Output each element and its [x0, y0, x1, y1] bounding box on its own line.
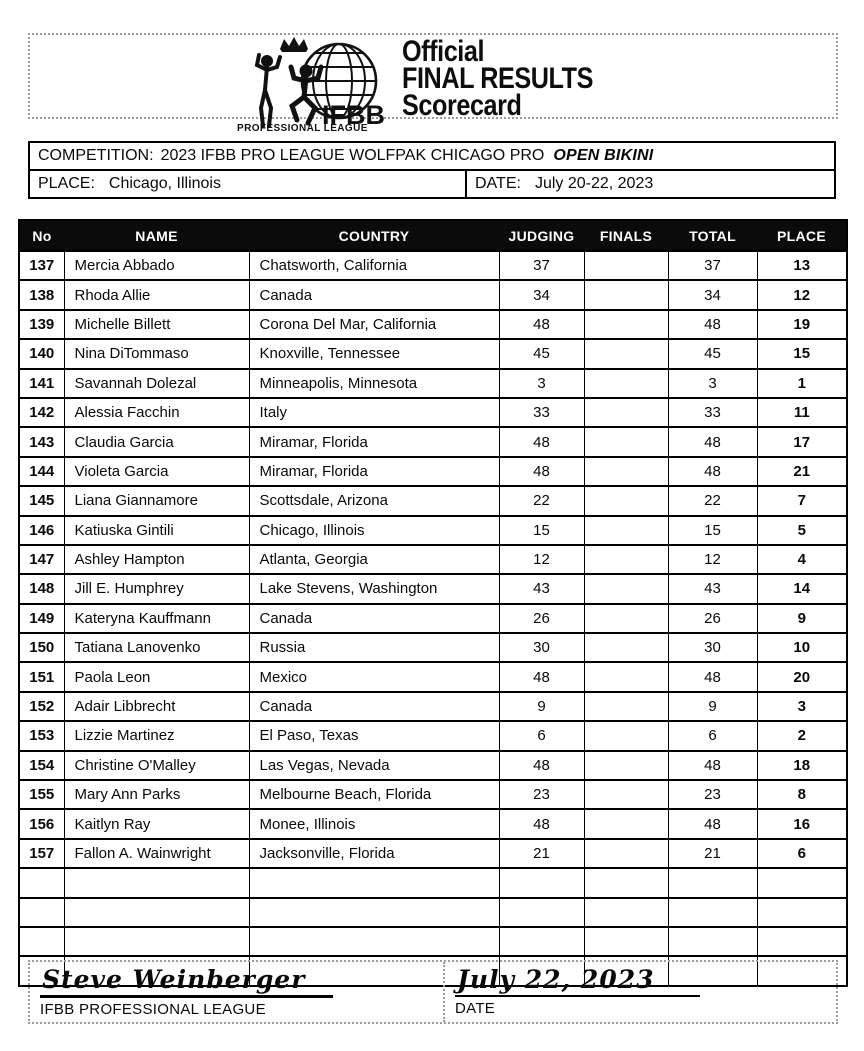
cell-finals: [584, 692, 668, 721]
cell-country: Chicago, Illinois: [249, 516, 499, 545]
cell-place: 11: [757, 398, 847, 427]
cell-place: 15: [757, 339, 847, 368]
empty-cell-country: [249, 927, 499, 956]
cell-country: Minneapolis, Minnesota: [249, 369, 499, 398]
empty-cell-place: [757, 868, 847, 897]
cell-judging: 12: [499, 545, 584, 574]
table-row: [19, 369, 847, 398]
place-cell: [30, 171, 467, 197]
cell-finals: [584, 310, 668, 339]
empty-cell-judging: [499, 868, 584, 897]
cell-name: Katiuska Gintili: [64, 516, 249, 545]
cell-total: 48: [668, 457, 757, 486]
cell-finals: [584, 633, 668, 662]
cell-country: Scottsdale, Arizona: [249, 486, 499, 515]
ifbb-logo: [236, 36, 388, 137]
cell-total: 23: [668, 780, 757, 809]
cell-no: 137: [19, 251, 64, 280]
cell-place: 21: [757, 457, 847, 486]
cell-no: 155: [19, 780, 64, 809]
cell-no: 140: [19, 339, 64, 368]
cell-total: 43: [668, 574, 757, 603]
title-block: [402, 35, 629, 122]
date-cell: [467, 171, 834, 197]
cell-name: Tatiana Lanovenko: [64, 633, 249, 662]
cell-country: Italy: [249, 398, 499, 427]
table-row: [19, 339, 847, 368]
cell-judging: 48: [499, 809, 584, 838]
cell-no: 148: [19, 574, 64, 603]
empty-cell-country: [249, 898, 499, 927]
column-header-total: TOTAL: [668, 220, 757, 251]
cell-judging: 33: [499, 398, 584, 427]
cell-judging: 21: [499, 839, 584, 868]
cell-name: Adair Libbrecht: [64, 692, 249, 721]
empty-cell-total: [668, 898, 757, 927]
cell-country: Knoxville, Tennessee: [249, 339, 499, 368]
column-header-no: No: [19, 220, 64, 251]
cell-total: 48: [668, 809, 757, 838]
cell-no: 149: [19, 604, 64, 633]
signature-section: [30, 962, 443, 1022]
empty-cell-total: [668, 927, 757, 956]
place-date-row: [30, 171, 834, 197]
table-row: [19, 398, 847, 427]
competition-value: 2023 IFBB PRO LEAGUE WOLFPAK CHICAGO PRO: [160, 147, 545, 164]
cell-country: Russia: [249, 633, 499, 662]
empty-cell-place: [757, 927, 847, 956]
column-header-finals: FINALS: [584, 220, 668, 251]
empty-cell-judging: [499, 927, 584, 956]
empty-cell-finals: [584, 927, 668, 956]
header: [28, 33, 838, 132]
cell-finals: [584, 339, 668, 368]
cell-finals: [584, 545, 668, 574]
cell-name: Jill E. Humphrey: [64, 574, 249, 603]
table-row: [19, 251, 847, 280]
cell-name: Liana Giannamore: [64, 486, 249, 515]
cell-country: Mexico: [249, 662, 499, 691]
table-row: [19, 486, 847, 515]
place-value: Chicago, Illinois: [108, 175, 221, 192]
cell-place: 18: [757, 751, 847, 780]
table-row: [19, 310, 847, 339]
cell-finals: [584, 427, 668, 456]
cell-total: 30: [668, 633, 757, 662]
cell-finals: [584, 574, 668, 603]
column-header-place: PLACE: [757, 220, 847, 251]
date-label: DATE:: [475, 175, 521, 192]
cell-finals: [584, 780, 668, 809]
cell-judging: 9: [499, 692, 584, 721]
table-row: [19, 662, 847, 691]
cell-total: 15: [668, 516, 757, 545]
cell-judging: 34: [499, 280, 584, 309]
cell-finals: [584, 280, 668, 309]
cell-total: 3: [668, 369, 757, 398]
cell-judging: 48: [499, 427, 584, 456]
cell-name: Nina DiTommaso: [64, 339, 249, 368]
cell-place: 17: [757, 427, 847, 456]
cell-name: Mary Ann Parks: [64, 780, 249, 809]
empty-cell-judging: [499, 898, 584, 927]
title-line-official: Official: [402, 35, 485, 68]
division-value: OPEN BIKINI: [553, 147, 654, 164]
cell-no: 147: [19, 545, 64, 574]
empty-cell-finals: [584, 898, 668, 927]
cell-finals: [584, 604, 668, 633]
cell-total: 48: [668, 751, 757, 780]
cell-total: 48: [668, 310, 757, 339]
empty-cell-name: [64, 898, 249, 927]
table-row: [19, 780, 847, 809]
cell-total: 48: [668, 662, 757, 691]
cell-country: Las Vegas, Nevada: [249, 751, 499, 780]
cell-name: Kaitlyn Ray: [64, 809, 249, 838]
column-header-name: NAME: [64, 220, 249, 251]
table-row: [19, 633, 847, 662]
cell-place: 14: [757, 574, 847, 603]
title-line-final-results: FINAL RESULTS: [402, 62, 594, 95]
signature-handwriting: Steve Weinberger: [40, 966, 333, 998]
cell-name: Violeta Garcia: [64, 457, 249, 486]
empty-table-row: [19, 868, 847, 897]
cell-finals: [584, 751, 668, 780]
cell-judging: 23: [499, 780, 584, 809]
cell-judging: 30: [499, 633, 584, 662]
signature-footer: [28, 960, 838, 1024]
cell-no: 141: [19, 369, 64, 398]
cell-judging: 37: [499, 251, 584, 280]
cell-country: Canada: [249, 604, 499, 633]
empty-cell-total: [668, 868, 757, 897]
cell-place: 8: [757, 780, 847, 809]
logo-subtitle-text: PROFESSIONAL LEAGUE: [237, 123, 369, 132]
table-row: [19, 751, 847, 780]
cell-no: 157: [19, 839, 64, 868]
cell-no: 144: [19, 457, 64, 486]
cell-finals: [584, 809, 668, 838]
table-row: [19, 692, 847, 721]
cell-country: Canada: [249, 692, 499, 721]
date-handwriting: July 22, 2023: [455, 966, 700, 997]
cell-total: 34: [668, 280, 757, 309]
cell-place: 20: [757, 662, 847, 691]
cell-place: 3: [757, 692, 847, 721]
cell-country: El Paso, Texas: [249, 721, 499, 750]
cell-finals: [584, 516, 668, 545]
cell-finals: [584, 486, 668, 515]
cell-country: Monee, Illinois: [249, 809, 499, 838]
cell-country: Miramar, Florida: [249, 427, 499, 456]
table-row: [19, 809, 847, 838]
table-row: [19, 604, 847, 633]
cell-total: 22: [668, 486, 757, 515]
competition-label: COMPETITION:: [38, 147, 154, 164]
cell-place: 1: [757, 369, 847, 398]
cell-no: 153: [19, 721, 64, 750]
cell-place: 2: [757, 721, 847, 750]
empty-cell-no: [19, 927, 64, 956]
cell-place: 10: [757, 633, 847, 662]
cell-country: Canada: [249, 280, 499, 309]
cell-no: 145: [19, 486, 64, 515]
cell-place: 7: [757, 486, 847, 515]
cell-total: 45: [668, 339, 757, 368]
empty-cell-finals: [584, 868, 668, 897]
cell-no: 154: [19, 751, 64, 780]
cell-place: 13: [757, 251, 847, 280]
cell-place: 19: [757, 310, 847, 339]
competition-row: [30, 143, 834, 171]
cell-judging: 48: [499, 457, 584, 486]
cell-name: Kateryna Kauffmann: [64, 604, 249, 633]
cell-place: 5: [757, 516, 847, 545]
cell-country: Atlanta, Georgia: [249, 545, 499, 574]
table-row: [19, 457, 847, 486]
header-row: [19, 220, 847, 251]
empty-cell-name: [64, 868, 249, 897]
date-signature-section: [443, 962, 836, 1022]
cell-total: 37: [668, 251, 757, 280]
cell-name: Paola Leon: [64, 662, 249, 691]
cell-place: 6: [757, 839, 847, 868]
cell-judging: 48: [499, 751, 584, 780]
cell-judging: 48: [499, 310, 584, 339]
cell-judging: 43: [499, 574, 584, 603]
signature-org-label: IFBB PROFESSIONAL LEAGUE: [40, 1001, 266, 1018]
cell-no: 152: [19, 692, 64, 721]
cell-country: Jacksonville, Florida: [249, 839, 499, 868]
cell-no: 150: [19, 633, 64, 662]
female-figure-icon: [257, 55, 280, 126]
cell-place: 16: [757, 809, 847, 838]
results-table: [18, 219, 848, 987]
empty-cell-name: [64, 927, 249, 956]
table-row: [19, 427, 847, 456]
cell-name: Michelle Billett: [64, 310, 249, 339]
table-row: [19, 574, 847, 603]
table-row: [19, 839, 847, 868]
cell-total: 6: [668, 721, 757, 750]
cell-country: Chatsworth, California: [249, 251, 499, 280]
place-label: PLACE:: [38, 175, 95, 192]
table-row: [19, 545, 847, 574]
empty-table-row: [19, 927, 847, 956]
cell-finals: [584, 662, 668, 691]
empty-cell-place: [757, 898, 847, 927]
cell-name: Lizzie Martinez: [64, 721, 249, 750]
cell-total: 33: [668, 398, 757, 427]
cell-total: 12: [668, 545, 757, 574]
cell-name: Rhoda Allie: [64, 280, 249, 309]
cell-name: Alessia Facchin: [64, 398, 249, 427]
cell-no: 142: [19, 398, 64, 427]
cell-judging: 26: [499, 604, 584, 633]
empty-cell-country: [249, 868, 499, 897]
cell-finals: [584, 251, 668, 280]
date-value: July 20-22, 2023: [534, 175, 654, 192]
crown-icon: [280, 37, 308, 52]
cell-country: Lake Stevens, Washington: [249, 574, 499, 603]
cell-name: Savannah Dolezal: [64, 369, 249, 398]
cell-name: Ashley Hampton: [64, 545, 249, 574]
results-table-header: [19, 220, 847, 251]
title-line-scorecard: Scorecard: [402, 89, 522, 122]
cell-finals: [584, 839, 668, 868]
table-row: [19, 721, 847, 750]
column-header-country: COUNTRY: [249, 220, 499, 251]
cell-finals: [584, 721, 668, 750]
column-header-judging: JUDGING: [499, 220, 584, 251]
cell-place: 12: [757, 280, 847, 309]
logo-ifbb-text: IFBB: [322, 100, 386, 130]
empty-table-row: [19, 898, 847, 927]
cell-no: 156: [19, 809, 64, 838]
cell-total: 48: [668, 427, 757, 456]
cell-name: Claudia Garcia: [64, 427, 249, 456]
cell-place: 9: [757, 604, 847, 633]
cell-total: 26: [668, 604, 757, 633]
cell-country: Miramar, Florida: [249, 457, 499, 486]
cell-judging: 6: [499, 721, 584, 750]
cell-total: 21: [668, 839, 757, 868]
cell-no: 146: [19, 516, 64, 545]
cell-name: Mercia Abbado: [64, 251, 249, 280]
cell-judging: 45: [499, 339, 584, 368]
cell-judging: 15: [499, 516, 584, 545]
empty-cell-no: [19, 898, 64, 927]
cell-finals: [584, 398, 668, 427]
table-row: [19, 516, 847, 545]
cell-total: 9: [668, 692, 757, 721]
results-table-body: [19, 251, 847, 986]
ifbb-logo-graphic: [236, 36, 388, 132]
cell-finals: [584, 457, 668, 486]
cell-place: 4: [757, 545, 847, 574]
cell-country: Melbourne Beach, Florida: [249, 780, 499, 809]
cell-country: Corona Del Mar, California: [249, 310, 499, 339]
cell-no: 139: [19, 310, 64, 339]
cell-name: Fallon A. Wainwright: [64, 839, 249, 868]
empty-cell-no: [19, 868, 64, 897]
cell-no: 143: [19, 427, 64, 456]
cell-finals: [584, 369, 668, 398]
cell-judging: 22: [499, 486, 584, 515]
cell-name: Christine O'Malley: [64, 751, 249, 780]
cell-no: 138: [19, 280, 64, 309]
competition-info-box: [28, 141, 836, 199]
cell-judging: 48: [499, 662, 584, 691]
table-row: [19, 280, 847, 309]
cell-judging: 3: [499, 369, 584, 398]
date-footer-label: DATE: [455, 1000, 496, 1017]
cell-no: 151: [19, 662, 64, 691]
